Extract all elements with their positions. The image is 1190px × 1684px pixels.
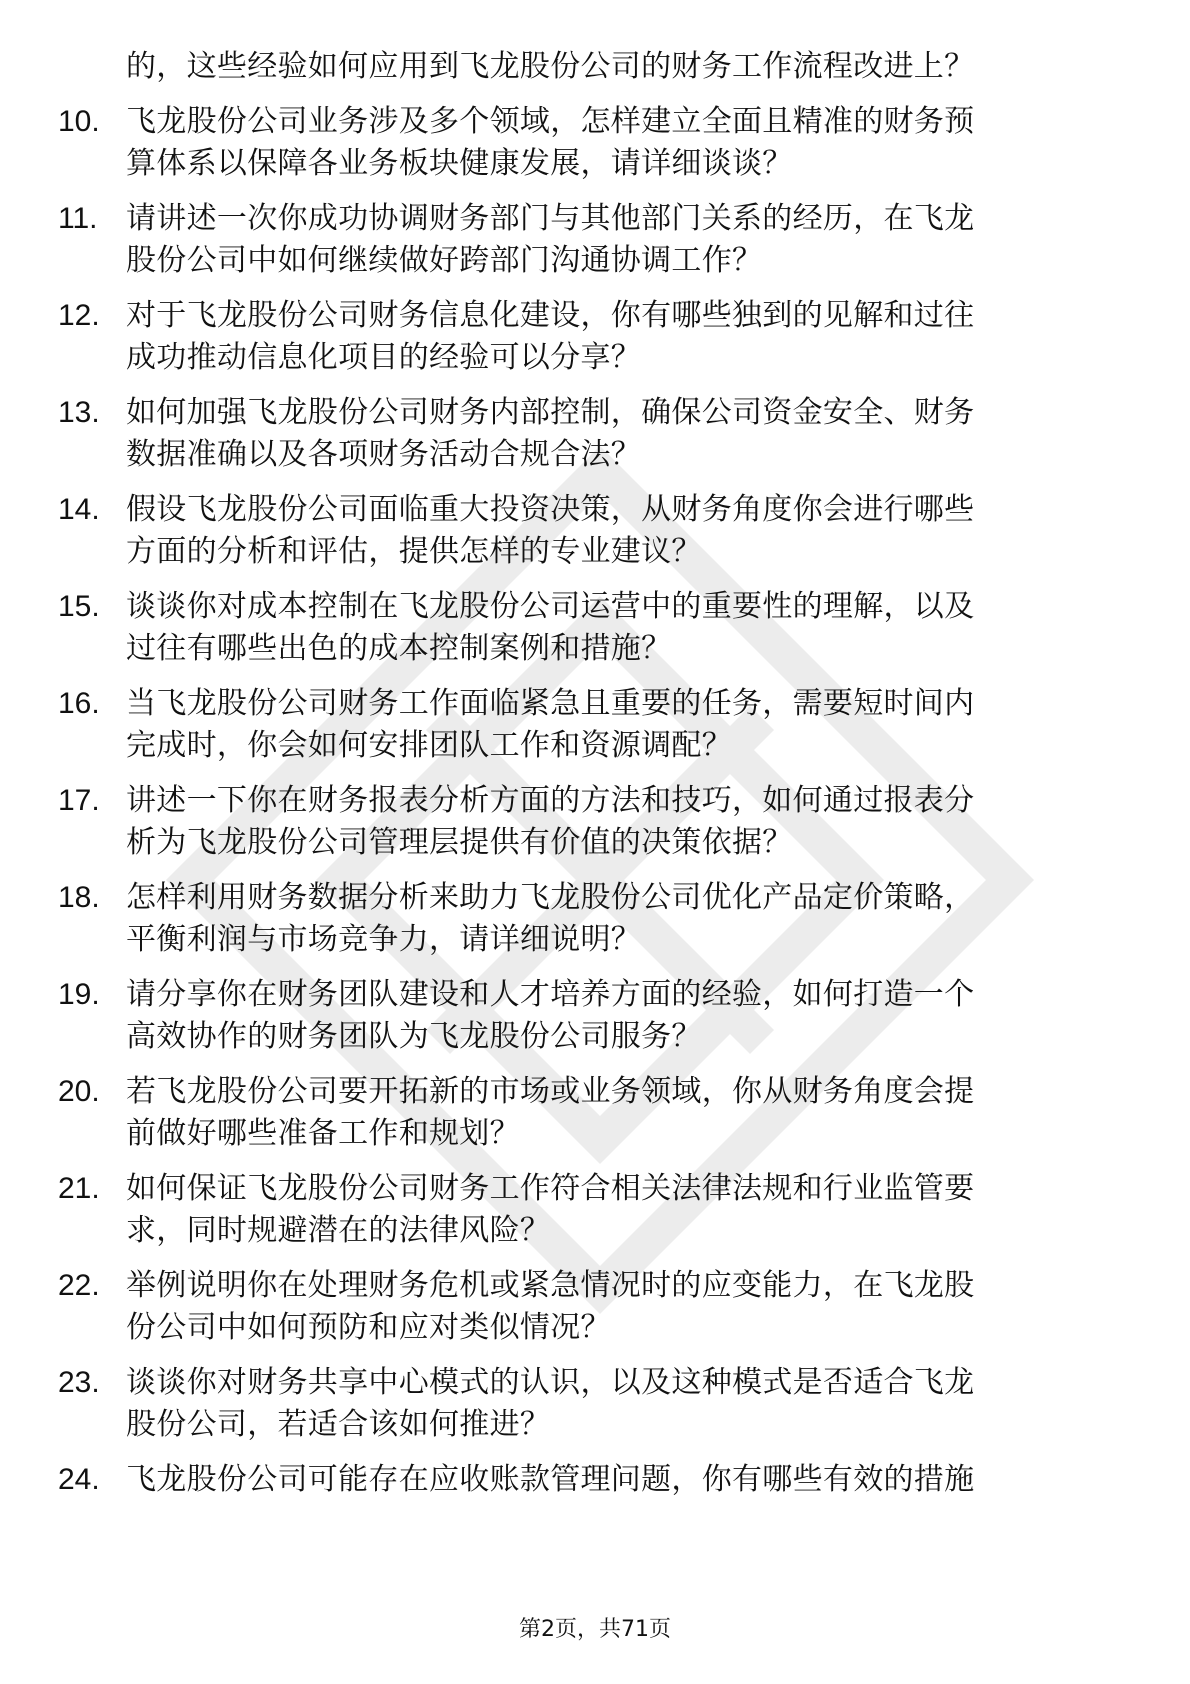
question-text	[126, 295, 1118, 379]
question-text-line: 方面的分析和评估，提供怎样的专业建议？	[126, 534, 702, 569]
question-text-line: 股份公司中如何继续做好跨部门沟通协调工作？	[126, 243, 763, 278]
question-item	[58, 1362, 1118, 1446]
question-item	[58, 392, 1118, 476]
question-text-line: 对于飞龙股份公司财务信息化建设，你有哪些独到的见解和过往	[126, 298, 975, 333]
question-text-line: 算体系以保障各业务板块健康发展，请详细谈谈？	[126, 146, 793, 181]
question-text-line: 如何加强飞龙股份公司财务内部控制，确保公司资金安全、财务	[126, 395, 975, 430]
question-text	[126, 1071, 1118, 1155]
question-text-line: 若飞龙股份公司要开拓新的市场或业务领域，你从财务角度会提	[126, 1074, 975, 1109]
page-footer: 第2页，共71页	[519, 1617, 671, 1642]
question-item	[58, 1265, 1118, 1349]
question-text-line: 飞龙股份公司可能存在应收账款管理问题，你有哪些有效的措施	[126, 1462, 975, 1497]
question-text-line: 平衡利润与市场竞争力，请详细说明？	[126, 922, 642, 957]
question-text	[126, 877, 1118, 961]
question-text	[126, 198, 1118, 282]
question-text-line: 完成时，你会如何安排团队工作和资源调配？	[126, 728, 732, 763]
question-text-line: 谈谈你对成本控制在飞龙股份公司运营中的重要性的理解，以及	[126, 589, 975, 624]
question-number: 13.	[58, 396, 100, 429]
question-text	[126, 586, 1118, 670]
question-number: 21.	[58, 1172, 100, 1205]
document-body	[58, 46, 1118, 1501]
question-number: 16.	[58, 687, 100, 720]
question-text-line: 当飞龙股份公司财务工作面临紧急且重要的任务，需要短时间内	[126, 686, 975, 721]
question-text-line: 数据准确以及各项财务活动合规合法？	[126, 437, 642, 472]
question-text-line: 份公司中如何预防和应对类似情况？	[126, 1310, 611, 1345]
question-number: 19.	[58, 978, 100, 1011]
question-text-line: 飞龙股份公司业务涉及多个领域，怎样建立全面且精准的财务预	[126, 104, 975, 139]
question-text-line: 举例说明你在处理财务危机或紧急情况时的应变能力，在飞龙股	[126, 1268, 975, 1303]
question-item	[58, 1168, 1118, 1252]
question-number: 20.	[58, 1075, 100, 1108]
question-text-line: 股份公司，若适合该如何推进？	[126, 1407, 551, 1442]
question-text	[126, 1265, 1118, 1349]
question-text-line: 成功推动信息化项目的经验可以分享？	[126, 340, 642, 375]
question-number: 12.	[58, 299, 100, 332]
question-item	[58, 198, 1118, 282]
question-item	[58, 489, 1118, 573]
question-text	[126, 1168, 1118, 1252]
question-list	[58, 101, 1118, 1501]
question-number: 23.	[58, 1366, 100, 1399]
question-number: 24.	[58, 1463, 100, 1496]
question-text-line: 过往有哪些出色的成本控制案例和措施？	[126, 631, 672, 666]
question-text-line: 如何保证飞龙股份公司财务工作符合相关法律法规和行业监管要	[126, 1171, 975, 1206]
question-item	[58, 780, 1118, 864]
question-text-line: 讲述一下你在财务报表分析方面的方法和技巧，如何通过报表分	[126, 783, 975, 818]
continuation-line: 的，这些经验如何应用到飞龙股份公司的财务工作流程改进上？	[126, 49, 975, 84]
question-item	[58, 683, 1118, 767]
question-item	[58, 586, 1118, 670]
question-text	[126, 392, 1118, 476]
question-text-line: 析为飞龙股份公司管理层提供有价值的决策依据？	[126, 825, 793, 860]
question-text-line: 求，同时规避潜在的法律风险？	[126, 1213, 551, 1248]
question-text	[126, 489, 1118, 573]
question-number: 15.	[58, 590, 100, 623]
question-item	[58, 1459, 1118, 1501]
question-text	[126, 1459, 1118, 1501]
question-item	[58, 1071, 1118, 1155]
question-number: 17.	[58, 784, 100, 817]
question-text-line: 假设飞龙股份公司面临重大投资决策，从财务角度你会进行哪些	[126, 492, 975, 527]
question-text-line: 请分享你在财务团队建设和人才培养方面的经验，如何打造一个	[126, 977, 975, 1012]
question-text	[126, 974, 1118, 1058]
question-number: 10.	[58, 105, 100, 138]
question-text	[126, 683, 1118, 767]
question-text-line: 谈谈你对财务共享中心模式的认识，以及这种模式是否适合飞龙	[126, 1365, 975, 1400]
question-text-line: 高效协作的财务团队为飞龙股份公司服务？	[126, 1019, 702, 1054]
question-item	[58, 295, 1118, 379]
question-number: 22.	[58, 1269, 100, 1302]
question-text	[126, 101, 1118, 185]
question-text	[126, 780, 1118, 864]
question-text	[126, 1362, 1118, 1446]
question-number: 14.	[58, 493, 100, 526]
question-text-line: 请讲述一次你成功协调财务部门与其他部门关系的经历，在飞龙	[126, 201, 975, 236]
question-number: 11.	[58, 202, 98, 235]
question-item	[58, 877, 1118, 961]
question-text-line: 怎样利用财务数据分析来助力飞龙股份公司优化产品定价策略，	[126, 880, 975, 915]
question-number: 18.	[58, 881, 100, 914]
question-item	[58, 974, 1118, 1058]
question-item	[58, 101, 1118, 185]
question-text-line: 前做好哪些准备工作和规划？	[126, 1116, 520, 1151]
